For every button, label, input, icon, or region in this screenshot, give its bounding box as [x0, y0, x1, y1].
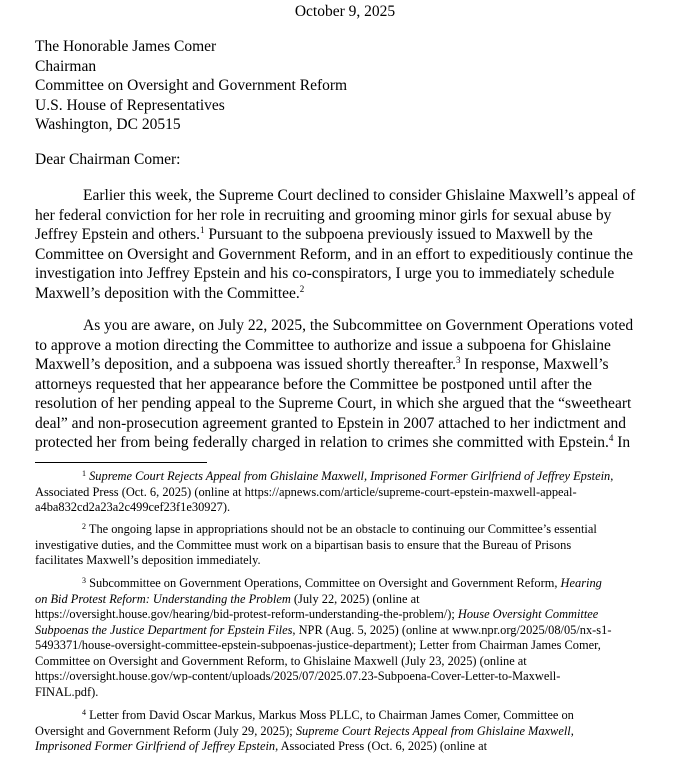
footnote-4: [35, 708, 655, 755]
footnote-line: $^3$ Subcommittee on Government Operations, Committee on Oversight and Government Reform, Hearing: [82, 576, 602, 590]
body-paragraph-2: [35, 316, 655, 453]
body-paragraph-1: [35, 186, 655, 303]
footnote-line[interactable]: 5493371/house-oversight-committee-epstein-subpoenas-justice-department); Letter from Chairman James Comer,: [35, 638, 601, 652]
footnote-ref-3[interactable]: 3: [456, 355, 461, 365]
paragraph-line: attorneys requested that her appearance before the Committee be postponed until after the: [35, 375, 592, 393]
footnote-ref-4[interactable]: 4: [608, 433, 614, 443]
footnote-ref-1[interactable]: 1: [200, 225, 205, 235]
footnote-1: [35, 469, 655, 516]
paragraph-line: protected her from being federally charged in relation to crimes she committed with Epstein.$^4$ In: [35, 433, 631, 451]
paragraph-line: Committee on Oversight and Government Reform, and in an effort to expeditiously continue the: [35, 245, 634, 263]
recipient-address-block: [35, 37, 347, 135]
recipient-city: Washington, DC 20515: [35, 116, 181, 133]
footnote-number: 2: [82, 522, 86, 531]
footnote-number: 3: [82, 576, 86, 585]
paragraph-line: As you are aware, on July 22, 2025, the Subcommittee on Government Operations voted: [83, 317, 634, 334]
footnote-3: [35, 576, 655, 700]
footnote-line: Committee on Oversight and Government Reform, to Ghislaine Maxwell (July 23, 2025) (online at: [35, 653, 527, 668]
footnote-separator: [35, 462, 207, 463]
paragraph-line: Earlier this week, the Supreme Court declined to consider Ghislaine Maxwell’s appeal of: [83, 187, 636, 204]
footnote-line[interactable]: Subpoenas the Justice Department for Epstein Files, NPR (Aug. 5, 2025) (online at www.npr.org/2025/08/05/nx-s1-: [35, 622, 612, 637]
footnote-number: 1: [82, 469, 86, 478]
paragraph-line: her federal conviction for her role in recruiting and grooming minor girls for sexual abuse by: [35, 206, 612, 224]
footnote-ref-2[interactable]: 2: [299, 283, 305, 294]
footnote-line[interactable]: a4ba832cd2a23a2c499cef23f1e30927).: [35, 500, 231, 514]
footnote-line: Oversight and Government Reform (July 29, 2025); Supreme Court Rejects Appeal from Ghislaine Maxwell,: [35, 723, 574, 738]
footnote-line: $^4$ Letter from David Oscar Markus, Markus Moss PLLC, to Chairman James Comer, Committee on: [82, 708, 574, 722]
recipient-house: U.S. House of Representatives: [35, 96, 225, 114]
paragraph-line: resolution of her pending appeal to the Supreme Court, in which she argued that the “sweetheart: [35, 395, 632, 412]
paragraph-line: investigation into Jeffrey Epstein and his co-conspirators, I urge you to immediately schedule: [35, 265, 615, 282]
recipient-name: The Honorable James Comer: [35, 38, 217, 55]
salutation: Dear Chairman Comer:: [35, 151, 181, 168]
paragraph-line: Jeffrey Epstein and others.$^1$ Pursuant to the subpoena previously issued to Maxwell by the: [35, 225, 593, 243]
paragraph-line: deal” and non-prosecution agreement granted to Epstein in 2007 attached to her indictment and: [35, 414, 626, 432]
footnote-line: facilitates Maxwell’s deposition immediately.: [35, 553, 261, 567]
footnote-line[interactable]: FINAL.pdf).: [35, 684, 99, 699]
footnote-line: on Bid Protest Reform: Understanding the Problem (July 22, 2025) (online at: [35, 591, 420, 606]
footnote-line: $^1$ Supreme Court Rejects Appeal from Ghislaine Maxwell, Imprisoned Former Girlfriend of Jeffrey Epstein,: [82, 469, 614, 483]
footnote-line[interactable]: Associated Press (Oct. 6, 2025) (online at https://apnews.com/article/supreme-court-epstein-maxwell-appeal-: [35, 484, 577, 499]
footnote-number: 4: [82, 708, 86, 717]
footnote-line: investigative duties, and the Committee must work on a bipartisan basis to ensure that the Bureau of Prisons: [35, 537, 572, 552]
footnote-line: Imprisoned Former Girlfriend of Jeffrey Epstein, Associated Press (Oct. 6, 2025) (online at: [35, 739, 488, 753]
paragraph-line: to approve a motion directing the Committee to authorize and issue a subpoena for Ghislaine: [35, 336, 611, 354]
recipient-committee: Committee on Oversight and Government Reform: [35, 77, 348, 94]
footnote-line[interactable]: https://oversight.house.gov/wp-content/uploads/2025/07/2025.07.23-Subpoena-Cover-Letter-to-Maxwell-: [35, 669, 561, 683]
footnote-2: [35, 522, 655, 569]
recipient-title: Chairman: [35, 57, 97, 75]
letter-date: October 9, 2025: [294, 3, 396, 20]
paragraph-line: Maxwell’s deposition, and a subpoena was issued shortly thereafter.$^3$ In response, Maxwell’s: [35, 355, 609, 373]
footnote-line[interactable]: https://oversight.house.gov/hearing/bid-protest-reform-understanding-the-problem/); House Oversight Committee: [35, 607, 599, 621]
paragraph-line: Maxwell’s deposition with the Committee.$^2$: [35, 283, 305, 302]
footnote-line: $^2$ The ongoing lapse in appropriations should not be an obstacle to continuing our Committee’s essential: [82, 522, 597, 536]
